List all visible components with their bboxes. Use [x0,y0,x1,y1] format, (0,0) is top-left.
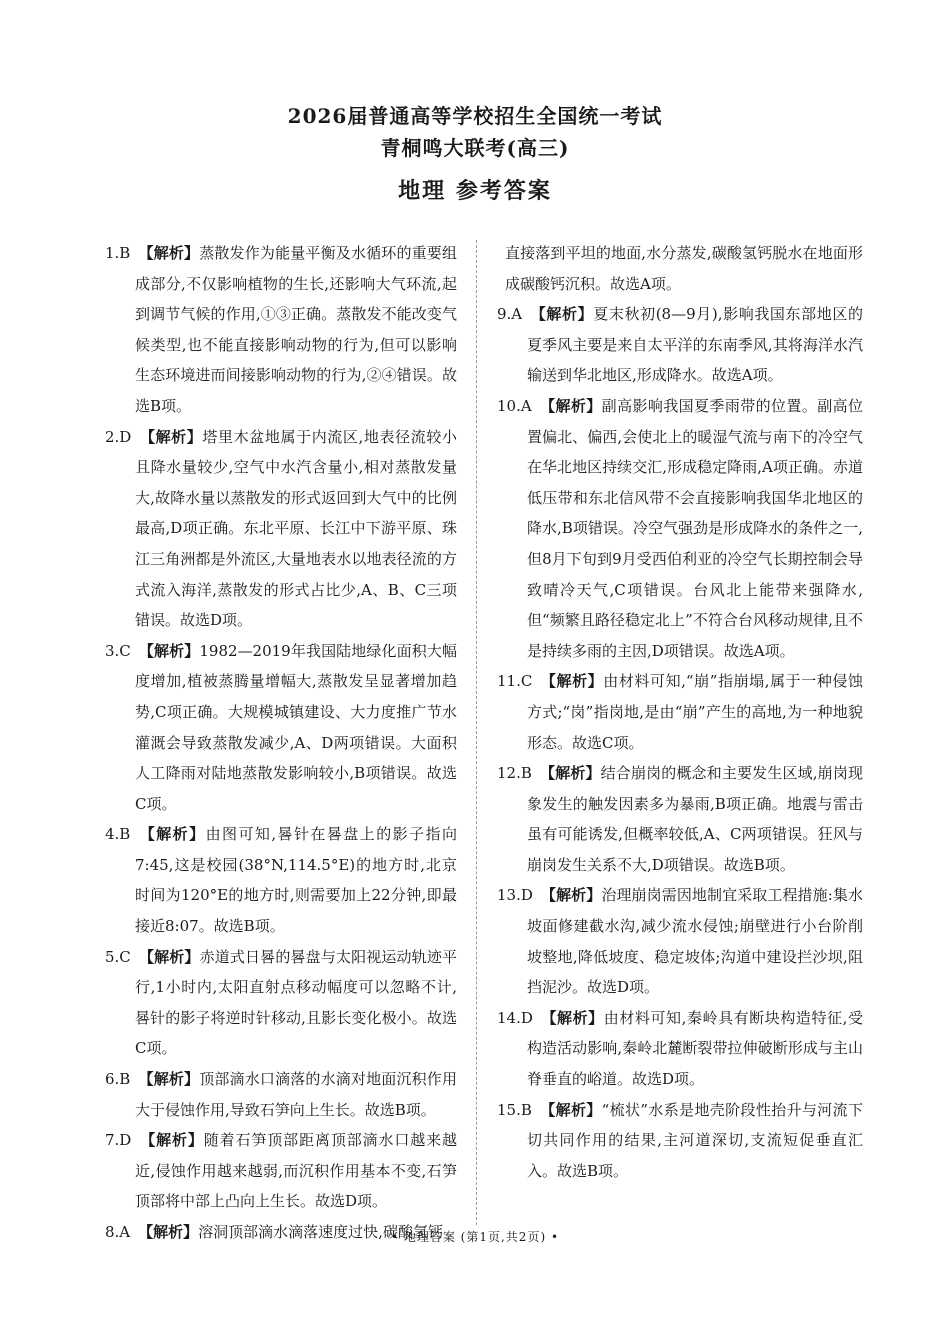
exam-subtitle: 青桐鸣大联考(高三) [380,136,570,160]
analysis-tag: 【解析】 [139,427,203,446]
answer-item [105,819,457,941]
answer-number: 7.D [105,1131,132,1150]
answer-text: 溶洞顶部滴水滴落速度过快,碳酸氢钙 [198,1223,443,1241]
answer-text: 由材料可知,秦岭具有断块构造特征,受构造活动影响,秦岭北麓断裂带拉伸破断形成与主山脊垂直的峪道。故选D项。 [527,1008,863,1089]
answer-text: 随着石笋顶部距离顶部滴水口越来越近,侵蚀作用越来越弱,而沉积作用基本不变,石笋顶部将中部上凸向上生长。故选D项。 [135,1131,457,1211]
exam-title: 2026届普通高等学校招生全国统一考试 [287,104,663,128]
answer-number: 9.A [497,305,523,324]
answer-text: 结合崩岗的概念和主要发生区域,崩岗现象发生的触发因素多为暴雨,B项正确。地震与雷击虽有可能诱发,但概率较低,A、C两项错误。狂风与崩岗发生关系不大,D项错误。故选B项。 [527,764,863,874]
analysis-tag: 【解析】 [540,886,602,905]
answer-title: 地理 参考答案 [398,179,552,204]
answer-number: 5.C [105,947,131,966]
answer-number: 4.B [105,825,131,844]
answer-text: 蒸散发作为能量平衡及水循环的重要组成部分,不仅影响植物的生长,还影响大气环流,起到调节气候的作用,①③正确。蒸散发不能改变气候类型,也不能直接影响动物的行为,但可以影响生态环境进而间接影响动物的行为,②④错误。故选B项。 [135,244,457,415]
analysis-tag: 【解析】 [539,396,602,415]
answer-number: 3.C [105,641,131,660]
answer-item [105,942,457,1064]
answer-number: 14.D [497,1008,533,1027]
answer-text: 治理崩岗需因地制宜采取工程措施:集水坡面修建截水沟,减少流水侵蚀;崩壁进行小台阶削坡整地,降低坡度、稳定坡体;沟道中建设拦沙坝,阻挡泥沙。故选D项。 [527,886,863,997]
answer-number: 10.A [497,396,532,415]
answer-number: 11.C [497,672,533,691]
answer-number: 13.D [497,886,533,905]
analysis-tag: 【解析】 [540,1008,604,1027]
answer-number: 6.B [105,1070,131,1089]
answer-number: 2.D [105,427,132,446]
answer-item [497,880,863,1002]
continued-answer-8: 直接落到平坦的地面,水分蒸发,碳酸氢钙脱水在地面形成碳酸钙沉积。故选A项。 [505,244,863,293]
answer-item [497,1095,863,1187]
answer-text: 夏末秋初(8—9月),影响我国东部地区的夏季风主要是来自太平洋的东南季风,其将海洋水汽输送到华北地区,形成降水。故选A项。 [527,305,863,385]
answer-item [497,666,863,758]
answer-item [105,422,457,636]
analysis-tag: 【解析】 [540,672,604,691]
analysis-tag: 【解析】 [530,305,594,324]
answer-text: “梳状”水系是地壳阶段性抬升与河流下切共同作用的结果,主河道深切,支流短促垂直汇入。故选B项。 [527,1100,863,1180]
answer-item [105,238,457,422]
answer-item [497,758,863,880]
analysis-tag: 【解析】 [138,825,206,844]
answer-item [105,1125,457,1217]
answer-text: 塔里木盆地属于内流区,地表径流较小且降水量较少,空气中水汽含量小,相对蒸散发量大,故降水量以蒸散发的形式返回到大气中的比例最高,D项正确。东北平原、长江中下游平原、珠江三角洲都是外流区,大量地表水以地表径流的方式流入海洋,蒸散发的形式占比少,A、B、C三项错误。故选D项。 [135,427,457,630]
answer-text: 顶部滴水口滴落的水滴对地面沉积作用大于侵蚀作用,导致石笋向上生长。故选B项。 [135,1070,457,1119]
analysis-tag: 【解析】 [138,641,200,660]
answer-number: 1.B [105,244,131,262]
answer-text: 由图可知,晷针在晷盘上的影子指向7:45,这是校园(38°N,114.5°E)的地方时,北京时间为120°E的地方时,则需要加上22分钟,即最接近8:07。故选B项。 [135,825,457,936]
analysis-tag: 【解析】 [138,1070,200,1089]
answer-text: 由材料可知,“崩”指崩塌,属于一种侵蚀方式;“岗”指岗地,是由“崩”产生的高地,为一种地貌形态。故选C项。 [527,672,863,752]
page-footer: • 地理答案 (第1页,共2页) • [390,1230,560,1244]
column-divider [476,240,477,1225]
answer-item [105,636,457,820]
answer-text: 1982—2019年我国陆地绿化面积大幅度增加,植被蒸腾量增幅大,蒸散发呈显著增加趋势,C项正确。大规模城镇建设、大力度推广节水灌溉会导致蒸散发减少,A、D两项错误。大面积人工降雨对陆地蒸散发影响较小,B项错误。故选C项。 [135,641,457,813]
answer-item [497,391,863,666]
answer-text: 赤道式日晷的晷盘与太阳视运动轨迹平行,1小时内,太阳直射点移动幅度可以忽略不计,晷针的影子将逆时针移动,且影长变化极小。故选C项。 [135,947,457,1058]
analysis-tag: 【解析】 [539,1100,602,1119]
analysis-tag: 【解析】 [139,1131,204,1150]
right-column [497,238,863,1186]
analysis-tag: 【解析】 [138,244,200,262]
right-answer-list [497,299,863,1186]
analysis-tag: 【解析】 [539,764,601,783]
analysis-tag: 【解析】 [138,947,200,966]
left-column [105,238,457,1248]
answer-item [497,1003,863,1095]
answer-number: 12.B [497,764,532,783]
answer-number: 8.A [105,1223,131,1241]
answer-item [105,1064,457,1125]
answer-text: 副高影响我国夏季雨带的位置。副高位置偏北、偏西,会使北上的暖湿气流与南下的冷空气在华北地区持续交汇,形成稳定降雨,A项正确。赤道低压带和东北信风带不会直接影响我国华北地区的降水,B项错误。冷空气强劲是形成降水的条件之一,但8月下旬到9月受西伯利亚的冷空气长期控制会导致晴冷天气,C项错误。台风北上能带来强降水,但“频繁且路径稳定北上”不符合台风移动规律,且不是持续多雨的主因,D项错误。故选A项。 [527,396,863,660]
answer-item [497,299,863,391]
answer-number: 15.B [497,1100,532,1119]
analysis-tag: 【解析】 [138,1223,199,1241]
